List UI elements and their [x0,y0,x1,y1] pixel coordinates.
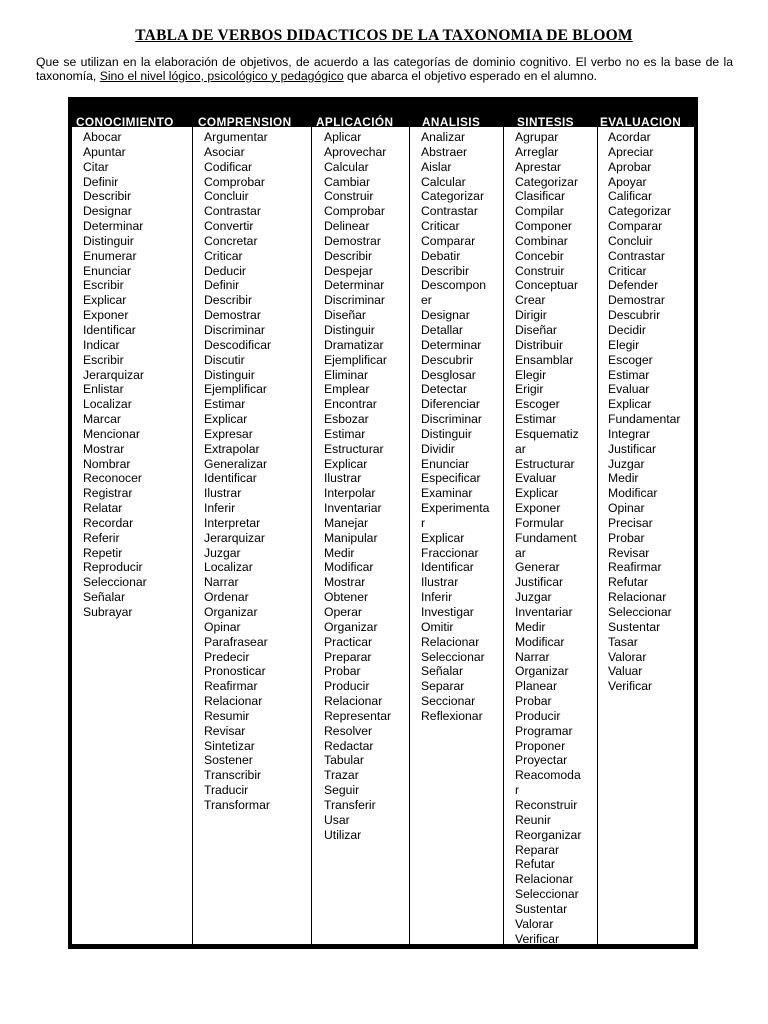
header-comprension: COMPRENSION [198,115,292,129]
verb-item: Encontrar [324,397,377,412]
header-aplicacion: APLICACIÓN [316,115,394,129]
header-sintesis: SINTESIS [517,115,574,129]
verb-item: Inventariar [515,605,573,619]
verb-item: Distinguir [204,367,255,382]
verb-item: Designar [421,308,470,323]
verb-item: Justificar [515,575,564,590]
verb-item: Construir [515,263,565,278]
verb-item: Reproducir [83,560,143,575]
verb-item: Analizar [421,130,466,144]
verb-item: Diseñar [515,322,557,337]
verb-item: Escoger [608,352,653,367]
verb-item: Calificar [608,189,653,204]
verb-item: Reconstruir [515,797,578,812]
verb-item: Explicar [608,397,652,412]
header-analisis: ANALISIS [422,115,481,129]
verb-item: Jerarquizar [204,530,265,545]
verb-item: Explicar [421,530,465,545]
verb-item: Apreciar [608,144,654,159]
verb-item: Contrastar [608,248,665,263]
verb-item: Abocar [83,130,122,144]
verb-item: Aplicar [324,130,362,144]
verb-item: Erigir [515,382,544,397]
verb-item: Ilustrar [204,486,242,501]
verb-item: Representar [324,708,392,723]
verb-item: Modificar [515,634,565,649]
verb-item: Repetir [83,545,123,560]
verb-item: Organizar [204,605,258,619]
verb-item: Relacionar [515,872,574,887]
verb-item: Preparar [324,649,372,664]
verb-item: Medir [324,545,355,560]
verb-item: Estructurar [324,441,384,456]
column-conocimiento [83,130,147,620]
verb-item: Traducir [204,783,249,798]
verb-item: Aprestar [515,159,562,174]
verb-item: Integrar [608,426,651,441]
verb-item: Seleccionar [515,887,579,902]
intro-text-part2: que abarca el objetivo esperado en el alumno. [343,68,597,83]
verb-item: Redactar [324,738,374,753]
verb-item: Refutar [608,575,648,590]
verb-item: Enlistar [83,382,124,397]
verb-item: Agrupar [515,130,559,144]
verb-item: Subrayar [83,605,133,619]
header-conocimiento: CONOCIMIENTO [76,115,174,129]
column-evaluacion [608,130,681,694]
verb-item: Modificar [324,560,374,575]
column-divider [503,127,504,944]
verb-item: Producir [515,708,561,723]
verb-item: Aislar [421,159,452,174]
verb-item: Exponer [515,501,561,516]
verb-item: Escribir [83,352,124,367]
verb-item: Generar [515,560,560,575]
column-divider [409,127,410,944]
verb-item: Inferir [204,501,236,516]
verb-item: Aprovechar [324,144,387,159]
verb-item: Verificar [515,931,560,946]
header-evaluacion: EVALUACION [600,115,682,129]
verb-item: Opinar [204,619,241,634]
verb-item: Pronosticar [204,664,266,679]
verb-item: Sintetizar [204,738,255,753]
verb-item: Extrapolar [204,441,260,456]
verb-item: Designar [83,204,132,219]
verb-item: Examinar [421,486,473,501]
verb-item: Discriminar [421,412,482,427]
verb-item: Detectar [421,382,468,397]
verb-item: Estimar [608,367,650,382]
verb-item: Transferir [324,797,376,812]
verb-item: Relatar [83,501,123,516]
verb-item: Discriminar [204,322,265,337]
verb-item: Fundament [515,530,577,545]
verb-item: Reacomoda [515,768,581,783]
verb-item: Seleccionar [608,605,672,619]
verb-item: Medir [608,471,639,486]
verb-item: Ejemplificar [204,382,267,397]
verb-item: Evaluar [515,471,557,486]
verb-item: Arreglar [515,144,559,159]
verb-item: Esquematiz [515,426,579,441]
verb-item: Crear [515,293,546,308]
verb-item: Eliminar [324,367,369,382]
verb-item: Criticar [204,248,243,263]
verb-item: Defender [608,278,659,293]
verb-item: Determinar [421,337,482,352]
verb-item: Sustentar [608,619,661,634]
verb-item: Despejar [324,263,373,278]
verb-item: Formular [515,515,564,530]
verb-item: Determinar [83,219,144,234]
verb-item: Deducir [204,263,246,278]
verb-item: Combinar [515,233,568,248]
verb-item: Opinar [608,501,645,516]
verb-item: Practicar [324,634,373,649]
verb-item: Reafirmar [204,679,258,694]
verb-item: Interpolar [324,486,376,501]
verb-item: Generalizar [204,456,267,471]
verb-item: Detallar [421,322,463,337]
verb-item: Especificar [421,471,481,486]
verb-item: Distinguir [83,233,134,248]
verb-item: ar [515,545,526,560]
verb-item: Inventariar [324,501,382,516]
verb-item: Relacionar [324,694,383,709]
verb-item: Narrar [204,575,239,590]
verb-item: Reflexionar [421,708,483,723]
verb-item: Ilustrar [324,471,362,486]
verb-item: Usar [324,812,350,827]
verb-item: Descompon [421,278,487,293]
verb-item: Relacionar [421,634,480,649]
verb-item: Comprobar [204,174,265,189]
verb-item: Mostrar [324,575,366,590]
verb-item: Concretar [204,233,258,248]
verb-item: Manipular [324,530,378,545]
verb-item: Categorizar [421,189,484,204]
verb-item: Describir [324,248,373,263]
verb-item: Identificar [204,471,257,486]
verb-item: Cambiar [324,174,371,189]
verb-item: Reparar [515,842,560,857]
verb-item: Argumentar [204,130,268,144]
verb-item: Localizar [204,560,253,575]
verb-item: Componer [515,219,572,234]
verb-item: Categorizar [515,174,578,189]
verb-item: Apuntar [83,144,126,159]
verb-item: Parafrasear [204,634,268,649]
verb-item: Trazar [324,768,359,783]
verb-item: Debatir [421,248,461,263]
verb-item: Reorganizar [515,827,582,842]
verb-item: Reafirmar [608,560,662,575]
verb-item: Exponer [83,308,129,323]
verb-item: Precisar [608,515,653,530]
verb-item: Señalar [421,664,464,679]
verb-item: Juzgar [515,590,552,605]
verb-item: er [421,293,432,308]
verb-item: Enumerar [83,248,137,263]
verb-item: Transcribir [204,768,262,783]
verb-item: Escoger [515,397,560,412]
verb-item: Calcular [421,174,466,189]
verb-item: Identificar [83,322,136,337]
verb-item: Relacionar [204,694,263,709]
verb-item: Ensamblar [515,352,574,367]
verb-item: Revisar [204,723,246,738]
column-comprension [204,130,271,813]
verb-item: Demostrar [204,308,261,323]
verb-item: Conceptuar [515,278,579,293]
verb-item: Determinar [324,278,385,293]
verb-item: Señalar [83,590,126,605]
verb-item: Estimar [515,412,557,427]
verb-item: Estructurar [515,456,575,471]
verb-item: Probar [515,694,552,709]
verb-item: Producir [324,679,370,694]
verb-item: Refutar [515,857,555,872]
verb-item: Inferir [421,590,453,605]
verb-item: Revisar [608,545,650,560]
verb-item: Valorar [515,916,554,931]
verb-item: Descodificar [204,337,272,352]
verb-item: Dividir [421,441,455,456]
verb-item: Clasificar [515,189,566,204]
verb-item: Asociar [204,144,245,159]
verb-item: Identificar [421,560,474,575]
verb-item: Omitir [421,619,454,634]
verb-item: Diseñar [324,308,366,323]
verb-item: Seleccionar [421,649,485,664]
verb-item: Criticar [421,219,460,234]
verb-item: Sustentar [515,901,568,916]
verb-item: Acordar [608,130,651,144]
verb-item: Juzgar [204,545,241,560]
verb-item: r [515,783,520,798]
verb-item: Narrar [515,649,550,664]
verb-item: Citar [83,159,109,174]
verb-item: Probar [608,530,645,545]
verb-item: Contrastar [421,204,478,219]
verb-item: Explicar [324,456,368,471]
verb-item: Recordar [83,515,134,530]
verb-item: Resolver [324,723,373,738]
intro-text-part1: Que se utilizan en la elaboración de objetivos, de acuerdo a las categorías de dominio cognitivo. El verbo no es la base de la taxonomía, [36,55,733,83]
verb-item: Aprobar [608,159,652,174]
verb-item: Descubrir [421,352,474,367]
verb-item: Organizar [324,619,378,634]
verb-item: Proponer [515,738,566,753]
verb-item: Jerarquizar [83,367,144,382]
verb-item: Explicar [515,486,559,501]
verb-item: Convertir [204,219,254,234]
verb-item: Contrastar [204,204,261,219]
verb-item: Emplear [324,382,370,397]
verb-item: Separar [421,679,465,694]
verb-item: Decidir [608,322,646,337]
verb-item: Concluir [204,189,249,204]
column-divider [597,127,598,944]
verb-item: ar [515,441,526,456]
verb-item: Demostrar [324,233,381,248]
verb-item: Comprobar [324,204,385,219]
column-analisis [421,130,489,724]
verb-item: Fundamentar [608,412,681,427]
verb-item: Distinguir [421,426,472,441]
verb-item: Organizar [515,664,569,679]
verb-item: Medir [515,619,546,634]
verb-item: Abstraer [421,144,468,159]
verb-item: Localizar [83,397,132,412]
verb-item: Estimar [204,397,246,412]
column-aplicacion [324,130,391,843]
verb-item: Transformar [204,797,270,812]
verb-item: Diferenciar [421,397,480,412]
verb-item: Fraccionar [421,545,479,560]
verb-item: Esbozar [324,412,369,427]
verb-item: Juzgar [608,456,645,471]
verb-item: r [421,515,426,530]
verb-item: Utilizar [324,827,362,842]
verb-item: Interpretar [204,515,261,530]
verb-item: Comparar [608,219,663,234]
verb-item: Seleccionar [83,575,147,590]
verb-item: Distinguir [324,322,375,337]
verb-item: Concluir [608,233,653,248]
verb-item: Elegir [515,367,547,382]
verb-item: Marcar [83,412,121,427]
verb-item: Escribir [83,278,124,293]
verb-item: Tasar [608,634,638,649]
verb-item: Relacionar [608,590,667,605]
verb-item: Enunciar [83,263,132,278]
verb-item: Sostener [204,753,253,768]
verb-item: Apoyar [608,174,647,189]
verb-item: Describir [204,293,253,308]
verb-item: Ejemplificar [324,352,387,367]
verb-item: Desglosar [421,367,476,382]
verb-item: Dramatizar [324,337,384,352]
verb-item: Enunciar [421,456,470,471]
verb-item: Reconocer [83,471,142,486]
verb-item: Codificar [204,159,253,174]
verb-item: Seccionar [421,694,476,709]
verb-item: Ilustrar [421,575,459,590]
verb-item: Probar [324,664,361,679]
verb-item: Demostrar [608,293,665,308]
verb-item: Evaluar [608,382,650,397]
verb-item: Manejar [324,515,369,530]
verb-item: Referir [83,530,120,545]
verb-item: Obtener [324,590,369,605]
column-divider [192,127,193,944]
verb-item: Valorar [608,649,647,664]
verb-item: Criticar [608,263,647,278]
verb-item: Calcular [324,159,369,174]
intro-underlined-text: Sino el nivel lógico, psicológico y pedagógico [99,68,344,83]
verb-item: Discutir [204,352,245,367]
verb-item: Mencionar [83,426,140,441]
verb-item: Resumir [204,708,250,723]
verb-item: Elegir [608,337,640,352]
verb-item: Descubrir [608,308,661,323]
verb-item: Seguir [324,783,360,798]
verb-item: Programar [515,723,573,738]
verb-item: Delinear [324,219,370,234]
verb-item: Indicar [83,337,120,352]
verb-item: Definir [83,174,119,189]
verb-item: Registrar [83,486,133,501]
verb-item: Valuar [608,664,643,679]
verb-item: Verificar [608,679,653,694]
verb-item: Ordenar [204,590,249,605]
intro-paragraph [36,56,733,83]
verb-item: Proyectar [515,753,568,768]
verb-item: Distribuir [515,337,564,352]
verb-item: Describir [421,263,470,278]
verb-item: Expresar [204,426,253,441]
document-title: TABLA DE VERBOS DIDACTICOS DE LA TAXONOMIA DE BLOOM [135,27,633,44]
verb-item: Justificar [608,441,657,456]
verb-item: Reunir [515,812,551,827]
verb-item: Definir [204,278,240,293]
verb-item: Investigar [421,605,474,619]
verb-item: Discriminar [324,293,385,308]
verb-item: Dirigir [515,308,547,323]
verb-item: Predecir [204,649,250,664]
verb-item: Construir [324,189,374,204]
verb-item: Explicar [204,412,248,427]
verb-item: Experimenta [421,501,490,516]
verb-item: Tabular [324,753,364,768]
verb-item: Comparar [421,233,476,248]
verb-item: Concebir [515,248,564,263]
verb-item: Operar [324,605,362,619]
verb-item: Estimar [324,426,366,441]
verb-item: Mostrar [83,441,125,456]
column-sintesis [515,130,581,946]
verb-item: Categorizar [608,204,671,219]
verb-item: Explicar [83,293,127,308]
verb-item: Planear [515,679,558,694]
verb-item: Modificar [608,486,658,501]
verb-item: Describir [83,189,132,204]
verb-item: Nombrar [83,456,131,471]
verb-item: Compilar [515,204,564,219]
column-divider [311,127,312,944]
